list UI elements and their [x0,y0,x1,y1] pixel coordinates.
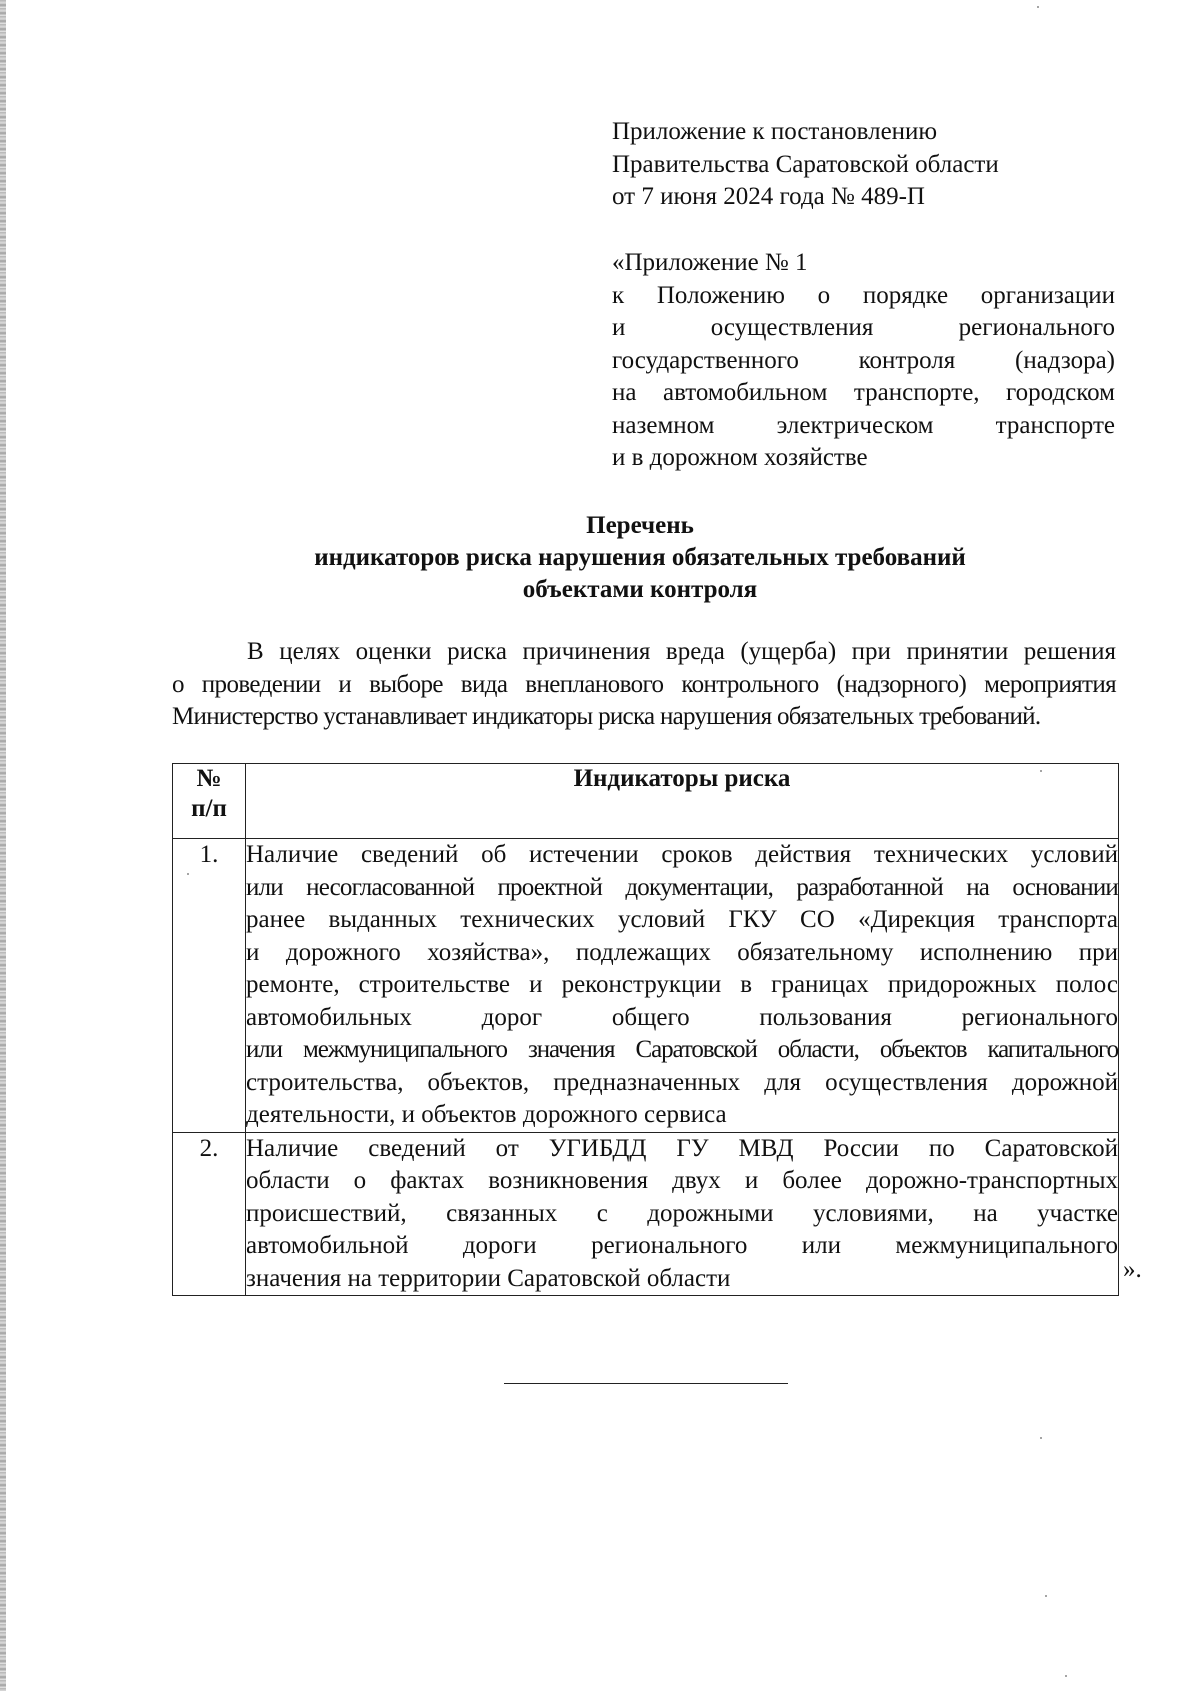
scan-speck [1037,6,1039,8]
title-line: Перечень [586,512,694,539]
row-text-line: автомобильной дороги регионального или межмуниципального [246,1232,1118,1259]
title-line: объектами контроля [522,576,758,603]
appendix-line: и осуществления регионального [612,314,1115,341]
row-text-line: области о фактах возникновения двух и более дорожно-транспортных [246,1167,1118,1194]
row-text-line: происшествий, связанных с дорожными условиями, на участке [246,1199,1118,1227]
table-header-row [173,764,1119,839]
appendix-line: наземном электрическом транспорте [612,411,1115,439]
row-text-line: или несогласованной проектной документации, разработанной на основании [246,873,1118,901]
scan-edge-noise [0,0,6,1691]
closing-quote: ». [1123,1256,1142,1283]
end-divider-line [504,1383,788,1384]
column-header-indicators: Индикаторы риска [246,764,1119,839]
intro-line: о проведении и выборе вида внепланового контрольного (надзорного) мероприятия [172,670,1116,698]
scan-speck [1065,1675,1067,1677]
appendix-line: к Положению о порядке организации [612,281,1115,309]
title-line: индикаторов риска нарушения обязательных требований [314,544,966,571]
row-text-line: ранее выданных технических условий ГКУ СО «Дирекция транспорта [246,906,1118,933]
scan-speck [1045,1595,1047,1597]
table-row [173,839,1119,1133]
row-text-line: Наличие сведений об истечении сроков действия технических условий [246,841,1118,868]
risk-indicators-table [172,763,1119,1296]
row-text [246,839,1119,1133]
appendix-line: на автомобильном транспорте, городском [612,379,1115,406]
row-number: 2. [173,1132,246,1296]
column-header-number-line1: № [196,765,222,792]
row-text [246,1132,1119,1296]
appendix-line: «Приложение № 1 [612,249,808,276]
header-line: от 7 июня 2024 года № 489-П [612,183,925,210]
appendix-reference [612,247,1115,475]
appendix-line: и в дорожном хозяйстве [612,444,868,471]
intro-line: В целях оценки риска причинения вреда (ущерба) при принятии решения [247,638,1116,665]
column-header-number-line2: п/п [191,795,227,822]
document-title [160,510,1120,606]
row-text-line: Наличие сведений от УГИБДД ГУ МВД России по Саратовской [246,1134,1118,1162]
row-text-line: строительства, объектов, предназначенных для осуществления дорожной [246,1068,1118,1096]
row-text-line: значения на территории Саратовской области [246,1264,731,1292]
row-text-line: деятельности, и объектов дорожного сервиса [246,1101,727,1128]
scan-speck [1040,1437,1042,1439]
table-row [173,1132,1119,1296]
appendix-line: государственного контроля (надзора) [612,346,1115,374]
header-line: Приложение к постановлению [612,118,938,145]
row-text-line: и дорожного хозяйства», подлежащих обязательному исполнению при [246,938,1118,966]
row-number: 1. [173,839,246,1133]
column-header-number [173,764,246,839]
header-line: Правительства Саратовской области [612,150,999,178]
scan-speck [1040,770,1042,772]
intro-paragraph [172,636,1116,734]
row-text-line: автомобильных дорог общего пользования регионального [246,1003,1118,1031]
scan-speck [187,873,189,875]
intro-line: Министерство устанавливает индикаторы риска нарушения обязательных требований. [172,703,1041,730]
row-text-line: или межмуниципального значения Саратовской области, объектов капитального [246,1036,1118,1063]
resolution-reference [612,116,1115,214]
row-text-line: ремонте, строительстве и реконструкции в границах придорожных полос [246,971,1118,998]
